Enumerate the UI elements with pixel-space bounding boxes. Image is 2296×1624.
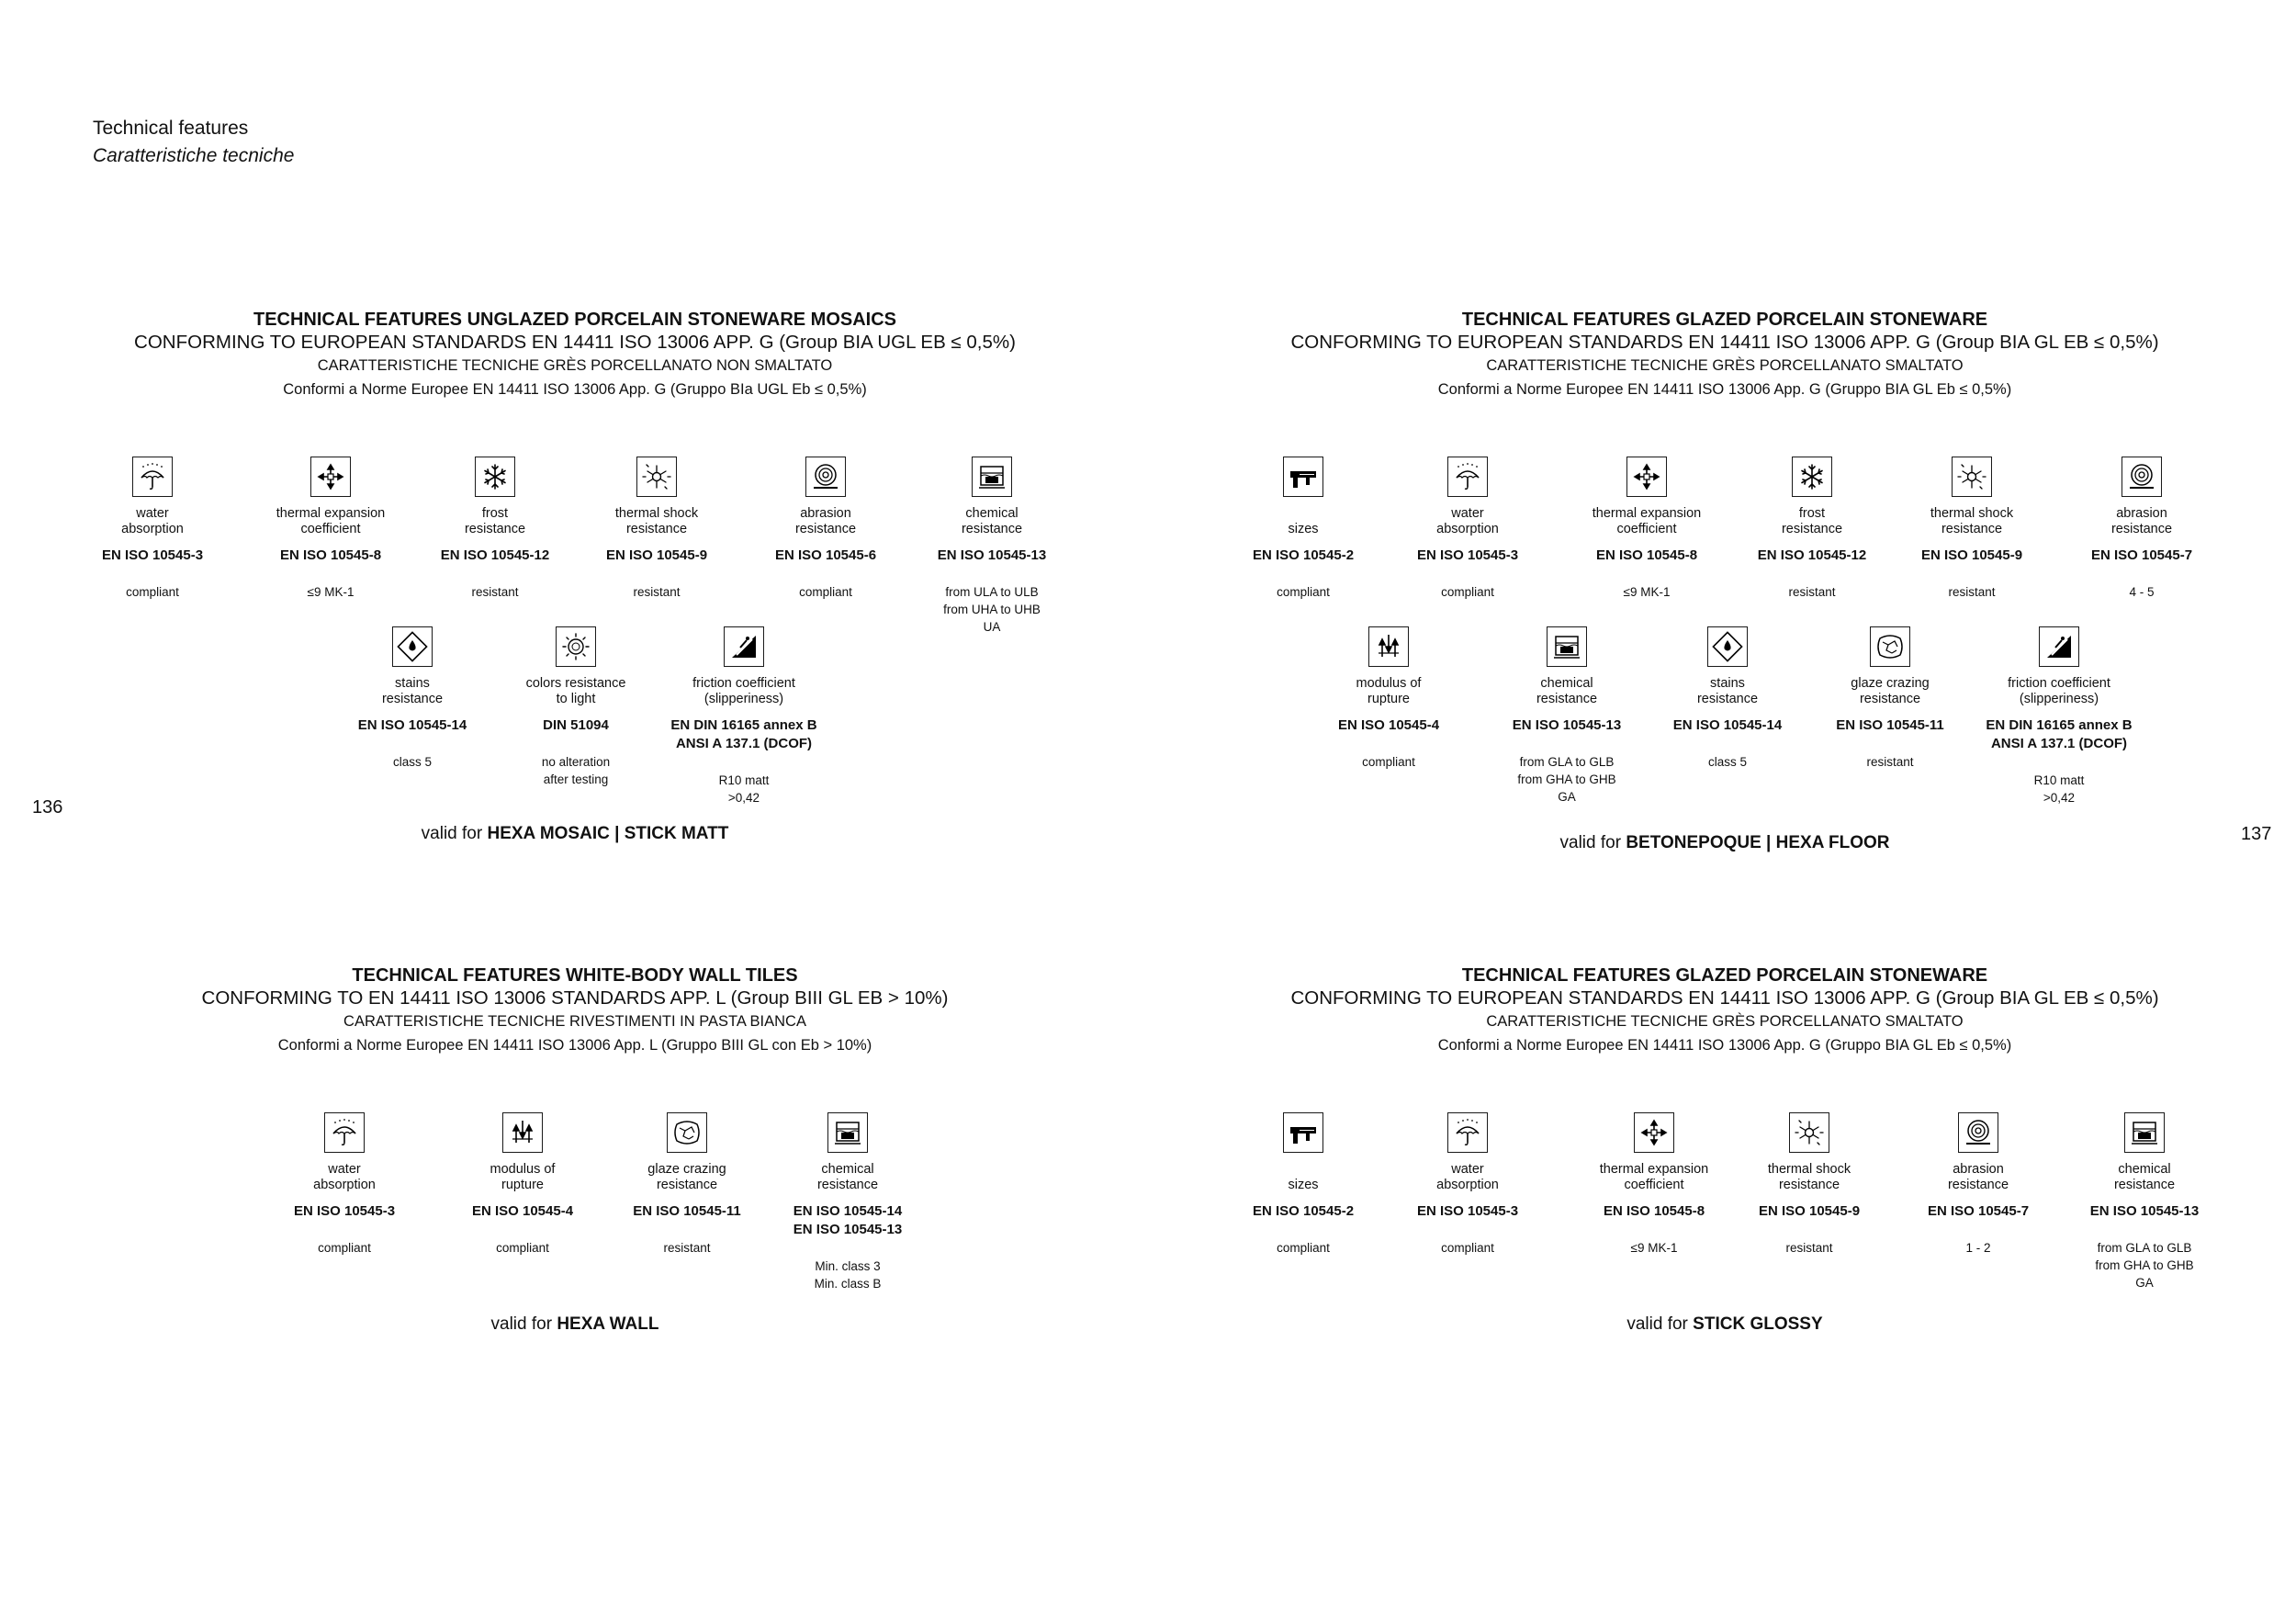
feature-standard: EN ISO 10545-8	[279, 547, 382, 563]
feature-label	[1216, 1158, 1390, 1193]
feature-value: R10 matt >0,42	[2033, 773, 2085, 805]
feature-card	[1803, 626, 1977, 771]
feature-label	[2057, 1158, 2232, 1193]
section-title: Technical features	[93, 118, 249, 139]
feature-label	[1803, 672, 1977, 707]
feature-card	[1559, 457, 1734, 601]
feature-standard: EN ISO 10545-9	[1758, 1203, 1861, 1219]
valid-for-prefix: valid for	[1559, 833, 1626, 852]
feature-value: compliant	[1277, 1241, 1330, 1255]
feature-standard: EN ISO 10545-14	[357, 717, 467, 733]
feature-label-text: thermal expansion coefficient	[276, 506, 386, 536]
feature-card	[1640, 626, 1815, 771]
feature-card	[1380, 457, 1555, 601]
feature-label-text: thermal expansion coefficient	[1592, 506, 1702, 536]
valid-for-products: BETONEPOQUE | HEXA FLOOR	[1626, 833, 1890, 852]
feature-standard: EN ISO 10545-3	[1416, 1203, 1519, 1219]
spec-panel	[1243, 310, 2207, 852]
valid-for	[1243, 1314, 2207, 1335]
feature-label-text: water absorption	[313, 1162, 376, 1192]
feature-standard: EN ISO 10545-3	[1416, 547, 1519, 563]
spec-panel	[1243, 965, 2207, 1480]
feature-label	[243, 502, 418, 537]
feature-value: compliant	[496, 1241, 549, 1255]
feature-card	[408, 457, 582, 601]
feature-standard: EN ISO 10545-9	[605, 547, 708, 563]
feature-label	[435, 1158, 610, 1193]
feature-value: compliant	[799, 585, 852, 599]
feature-label	[738, 502, 913, 537]
feature-label-text: modulus of rupture	[1356, 676, 1422, 706]
feature-label-text: water absorption	[121, 506, 184, 536]
stain-drop-icon	[392, 626, 433, 667]
rupture-arrows-icon	[502, 1112, 543, 1153]
slip-ramp-icon	[724, 626, 764, 667]
feature-value: class 5	[392, 755, 433, 769]
feature-card	[1216, 457, 1390, 601]
feature-label	[905, 502, 1079, 537]
feature-label-text: colors resistance to light	[525, 676, 626, 706]
feature-card	[257, 1112, 432, 1257]
feature-card	[738, 457, 913, 601]
feature-value: R10 matt >0,42	[718, 773, 770, 805]
feature-label-text: glaze crazing resistance	[647, 1162, 726, 1192]
feature-card	[1480, 626, 1654, 806]
feature-standard: EN ISO 10545-9	[1920, 547, 2023, 563]
feature-label-text: thermal shock resistance	[1767, 1162, 1851, 1192]
slip-ramp-icon	[2039, 626, 2079, 667]
feature-label	[1891, 1158, 2065, 1193]
feature-label	[1972, 672, 2146, 707]
feature-card	[569, 457, 744, 601]
panel-title: TECHNICAL FEATURES UNGLAZED PORCELAIN STONEWARE MOSAICS	[253, 310, 897, 330]
feature-card	[2057, 1112, 2232, 1291]
feature-label-text: thermal shock resistance	[1930, 506, 2014, 536]
feature-card	[905, 457, 1079, 636]
panel-standard-en: CONFORMING TO EUROPEAN STANDARDS EN 14411 ISO 13006 APP. G (Group BIA GL EB ≤ 0,5%)	[1290, 332, 2159, 353]
panel-title-it: CARATTERISTICHE TECNICHE GRÈS PORCELLANATO SMALTATO	[1486, 1013, 1964, 1030]
feature-card	[2054, 457, 2229, 601]
valid-for	[1243, 833, 2207, 853]
snowflake-icon	[475, 457, 515, 497]
feature-value: compliant	[126, 585, 179, 599]
chemical-tank-icon	[827, 1112, 868, 1153]
feature-label	[1301, 672, 1476, 707]
umbrella-icon	[132, 457, 173, 497]
feature-value: resistant	[663, 1241, 711, 1255]
feature-card	[325, 626, 500, 771]
feature-value: ≤9 MK-1	[1630, 1241, 1678, 1255]
expansion-arrows-icon	[1626, 457, 1667, 497]
feature-label	[408, 502, 582, 537]
feature-card	[1216, 1112, 1390, 1257]
feature-value: class 5	[1707, 755, 1748, 769]
valid-for-prefix: valid for	[1626, 1314, 1694, 1334]
feature-card	[489, 626, 663, 788]
panel-title-it: CARATTERISTICHE TECNICHE RIVESTIMENTI IN PASTA BIANCA	[343, 1013, 806, 1030]
crazing-icon	[1870, 626, 1910, 667]
feature-card	[1725, 457, 1899, 601]
feature-value: compliant	[1441, 1241, 1494, 1255]
abrasion-disc-icon	[2122, 457, 2162, 497]
feature-value: ≤9 MK-1	[307, 585, 355, 599]
panel-title: TECHNICAL FEATURES WHITE-BODY WALL TILES	[352, 965, 798, 986]
feature-card	[1301, 626, 1476, 771]
feature-standard: EN ISO 10545-4	[471, 1203, 574, 1219]
feature-standard: EN ISO 10545-6	[774, 547, 877, 563]
feature-standard: EN ISO 10545-2	[1252, 547, 1355, 563]
crazing-icon	[667, 1112, 707, 1153]
feature-label-text: stains resistance	[1696, 676, 1759, 706]
panel-standard-it: Conformi a Norme Europee EN 14411 ISO 13006 App. G (Gruppo BIa UGL Eb ≤ 0,5%)	[283, 381, 867, 398]
feature-standard: EN ISO 10545-7	[2090, 547, 2193, 563]
feature-label	[257, 1158, 432, 1193]
feature-label-text: frost resistance	[1781, 506, 1843, 536]
feature-label-text: chemical resistance	[816, 1162, 879, 1192]
feature-value: resistant	[1785, 1241, 1833, 1255]
feature-standard: EN ISO 10545-3	[101, 547, 204, 563]
panel-title-it: CARATTERISTICHE TECNICHE GRÈS PORCELLANATO SMALTATO	[1486, 357, 1964, 374]
chemical-tank-icon	[2124, 1112, 2165, 1153]
feature-standard: EN DIN 16165 annex B ANSI A 137.1 (DCOF)	[670, 717, 817, 751]
feature-card	[65, 457, 240, 601]
caliper-icon	[1283, 1112, 1323, 1153]
feature-standard: EN ISO 10545-8	[1595, 547, 1698, 563]
panel-standard-en: CONFORMING TO EUROPEAN STANDARDS EN 14411 ISO 13006 APP. G (Group BIA UGL EB ≤ 0,5%)	[134, 332, 1016, 353]
panel-standard-it: Conformi a Norme Europee EN 14411 ISO 13006 App. L (Gruppo BIII GL con Eb > 10%)	[277, 1037, 872, 1054]
feature-value: 4 - 5	[2129, 585, 2155, 599]
feature-label-text: modulus of rupture	[490, 1162, 556, 1192]
umbrella-icon	[324, 1112, 365, 1153]
feature-label	[1567, 1158, 1741, 1193]
panel-standard-en: CONFORMING TO EUROPEAN STANDARDS EN 14411 ISO 13006 APP. G (Group BIA GL EB ≤ 0,5%)	[1290, 987, 2159, 1009]
feature-label	[569, 502, 744, 537]
feature-label	[1559, 502, 1734, 537]
feature-value: compliant	[1362, 755, 1415, 769]
feature-standard: EN ISO 10545-11	[633, 1203, 741, 1219]
feature-label	[1885, 502, 2059, 537]
feature-label-text: chemical resistance	[1536, 676, 1598, 706]
umbrella-icon	[1447, 1112, 1488, 1153]
feature-card	[435, 1112, 610, 1257]
feature-label	[600, 1158, 774, 1193]
panel-title-it: CARATTERISTICHE TECNICHE GRÈS PORCELLANATO NON SMALTATO	[317, 357, 833, 374]
feature-standard: EN ISO 10545-13	[1512, 717, 1622, 733]
panel-title: TECHNICAL FEATURES GLAZED PORCELAIN STONEWARE	[1461, 310, 1988, 330]
feature-value: compliant	[1277, 585, 1330, 599]
section-subtitle: Caratteristiche tecniche	[93, 145, 295, 166]
feature-card	[657, 626, 831, 806]
page-number-left: 136	[32, 797, 63, 818]
feature-label-text: friction coefficient (slipperiness)	[2008, 676, 2110, 706]
feature-label	[1722, 1158, 1896, 1193]
feature-card	[600, 1112, 774, 1257]
feature-standard: EN ISO 10545-14	[1672, 717, 1783, 733]
feature-standard: EN ISO 10545-12	[440, 547, 550, 563]
feature-value: no alteration after testing	[541, 755, 611, 786]
feature-label	[1725, 502, 1899, 537]
feature-value: resistant	[633, 585, 681, 599]
expansion-arrows-icon	[1634, 1112, 1674, 1153]
feature-value: resistant	[471, 585, 519, 599]
feature-label-text: chemical resistance	[2113, 1162, 2176, 1192]
feature-value: resistant	[1866, 755, 1914, 769]
feature-label-text: sizes	[1288, 522, 1319, 536]
feature-label-text: glaze crazing resistance	[1851, 676, 1930, 706]
feature-card	[760, 1112, 935, 1292]
abrasion-disc-icon	[1958, 1112, 1998, 1153]
feature-card	[243, 457, 418, 601]
feature-value: resistant	[1788, 585, 1836, 599]
feature-label	[760, 1158, 935, 1193]
feature-label-text: abrasion resistance	[2110, 506, 2173, 536]
feature-label-text: abrasion resistance	[794, 506, 857, 536]
snowflake-icon	[1792, 457, 1832, 497]
feature-value: ≤9 MK-1	[1623, 585, 1671, 599]
feature-label	[65, 502, 240, 537]
panel-title: TECHNICAL FEATURES GLAZED PORCELAIN STONEWARE	[1461, 965, 1988, 986]
valid-for-products: STICK GLOSSY	[1693, 1314, 1823, 1334]
panel-standard-it: Conformi a Norme Europee EN 14411 ISO 13006 App. G (Gruppo BIA GL Eb ≤ 0,5%)	[1437, 381, 2012, 398]
feature-label	[1640, 672, 1815, 707]
valid-for-products: HEXA WALL	[557, 1314, 659, 1334]
feature-label-text: chemical resistance	[961, 506, 1023, 536]
sun-snowflake-icon	[1952, 457, 1992, 497]
feature-value: Min. class 3 Min. class B	[814, 1259, 882, 1291]
feature-label-text: thermal shock resistance	[614, 506, 699, 536]
feature-label	[325, 672, 500, 707]
feature-value: from ULA to ULB from UHA to UHB UA	[943, 585, 1041, 634]
feature-standard: EN ISO 10545-13	[937, 547, 1047, 563]
feature-label	[657, 672, 831, 707]
feature-card	[1885, 457, 2059, 601]
feature-card	[1972, 626, 2146, 806]
feature-card	[1891, 1112, 2065, 1257]
chemical-tank-icon	[972, 457, 1012, 497]
page-number-right: 137	[2241, 824, 2272, 844]
feature-value: compliant	[1441, 585, 1494, 599]
caliper-icon	[1283, 457, 1323, 497]
feature-card	[1567, 1112, 1741, 1257]
feature-standard: EN ISO 10545-3	[293, 1203, 396, 1219]
feature-label	[1380, 1158, 1555, 1193]
valid-for-prefix: valid for	[490, 1314, 557, 1334]
feature-standard: EN ISO 10545-4	[1337, 717, 1440, 733]
feature-label-text: abrasion resistance	[1947, 1162, 2009, 1192]
feature-value: compliant	[318, 1241, 371, 1255]
feature-label-text: frost resistance	[464, 506, 526, 536]
spec-panel	[93, 310, 1057, 843]
sun-snowflake-icon	[636, 457, 677, 497]
feature-standard: EN ISO 10545-12	[1757, 547, 1867, 563]
valid-for	[93, 824, 1057, 844]
feature-label-text: water absorption	[1436, 506, 1499, 536]
rupture-arrows-icon	[1368, 626, 1409, 667]
umbrella-icon	[1447, 457, 1488, 497]
stain-drop-icon	[1707, 626, 1748, 667]
valid-for	[93, 1314, 1057, 1335]
feature-label-text: thermal expansion coefficient	[1599, 1162, 1709, 1192]
feature-value: from GLA to GLB from GHA to GHB GA	[1517, 755, 1616, 804]
valid-for-products: HEXA MOSAIC | STICK MATT	[487, 824, 729, 843]
feature-value: from GLA to GLB from GHA to GHB GA	[2095, 1241, 2194, 1290]
abrasion-disc-icon	[805, 457, 846, 497]
feature-standard: EN ISO 10545-7	[1927, 1203, 2030, 1219]
feature-standard: EN ISO 10545-13	[2089, 1203, 2200, 1219]
panel-standard-en: CONFORMING TO EN 14411 ISO 13006 STANDARDS APP. L (Group BIII GL EB > 10%)	[201, 987, 949, 1009]
feature-standard: EN ISO 10545-11	[1836, 717, 1944, 733]
feature-label	[1480, 672, 1654, 707]
feature-label-text: water absorption	[1436, 1162, 1499, 1192]
valid-for-prefix: valid for	[421, 824, 488, 843]
feature-label-text: stains resistance	[381, 676, 444, 706]
feature-label	[489, 672, 663, 707]
chemical-tank-icon	[1547, 626, 1587, 667]
sun-ring-icon	[556, 626, 596, 667]
expansion-arrows-icon	[310, 457, 351, 497]
panel-standard-it: Conformi a Norme Europee EN 14411 ISO 13006 App. G (Gruppo BIA GL Eb ≤ 0,5%)	[1437, 1037, 2012, 1054]
feature-value: resistant	[1948, 585, 1996, 599]
feature-value: 1 - 2	[1965, 1241, 1991, 1255]
feature-standard: EN DIN 16165 annex B ANSI A 137.1 (DCOF)	[1986, 717, 2133, 751]
feature-standard: EN ISO 10545-8	[1603, 1203, 1705, 1219]
feature-label	[1380, 502, 1555, 537]
feature-label	[2054, 502, 2229, 537]
spec-panel	[93, 965, 1057, 1480]
feature-label-text: sizes	[1288, 1178, 1319, 1192]
feature-standard: EN ISO 10545-2	[1252, 1203, 1355, 1219]
feature-standard: EN ISO 10545-14 EN ISO 10545-13	[793, 1203, 903, 1237]
feature-card	[1722, 1112, 1896, 1257]
feature-label	[1216, 502, 1390, 537]
sun-snowflake-icon	[1789, 1112, 1829, 1153]
feature-standard: DIN 51094	[543, 717, 609, 733]
feature-label-text: friction coefficient (slipperiness)	[692, 676, 795, 706]
feature-card	[1380, 1112, 1555, 1257]
